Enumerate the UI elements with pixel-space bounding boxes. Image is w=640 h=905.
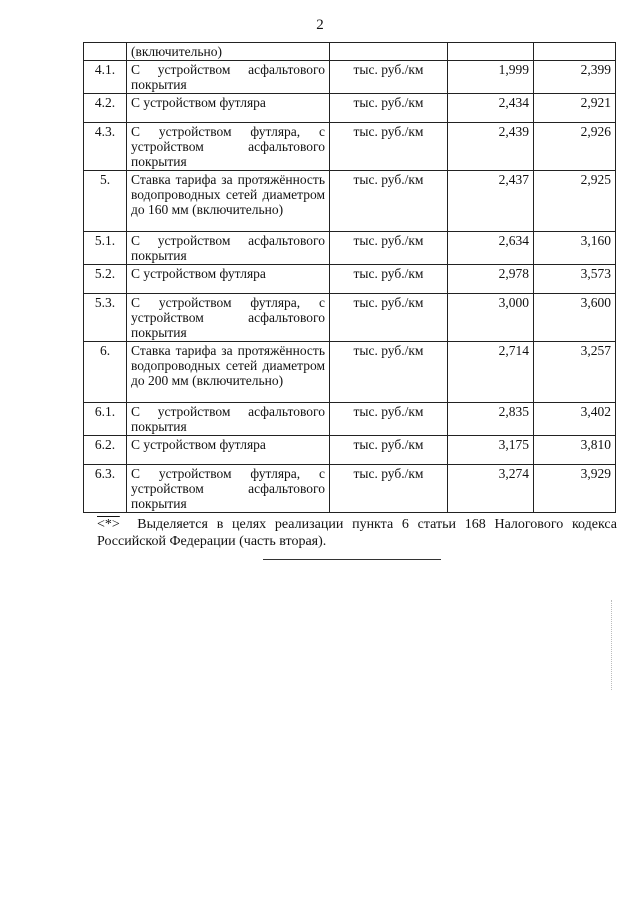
row-value-1: 3,274 <box>448 465 534 513</box>
row-unit: тыс. руб./км <box>330 94 448 123</box>
footnote-text <box>129 517 138 532</box>
row-value-2: 2,399 <box>534 61 616 94</box>
separator-line <box>263 559 441 560</box>
row-description: С устройством футляра <box>127 436 330 465</box>
row-number: 6.2. <box>84 436 127 465</box>
row-value-1: 2,978 <box>448 265 534 294</box>
row-value-1: 1,999 <box>448 61 534 94</box>
row-value-2: 2,925 <box>534 171 616 232</box>
tariff-table-container <box>83 42 616 513</box>
row-value-2: 3,600 <box>534 294 616 342</box>
table-row <box>84 294 616 342</box>
row-value-1: 3,000 <box>448 294 534 342</box>
table-row <box>84 403 616 436</box>
row-number: 5. <box>84 171 127 232</box>
row-value-1: 2,439 <box>448 123 534 171</box>
row-number: 6. <box>84 342 127 403</box>
row-unit: тыс. руб./км <box>330 61 448 94</box>
row-number: 5.2. <box>84 265 127 294</box>
row-unit <box>330 43 448 61</box>
row-value-2: 2,926 <box>534 123 616 171</box>
footnote-marker: <*> <box>97 517 120 532</box>
row-description: С устройством футляра, с устройством асфальтового покрытия <box>127 123 330 171</box>
row-value-2 <box>534 43 616 61</box>
table-row <box>84 171 616 232</box>
row-number <box>84 43 127 61</box>
tariff-table-body <box>84 43 616 513</box>
tariff-table <box>83 42 616 513</box>
row-value-2: 3,810 <box>534 436 616 465</box>
row-value-1: 2,714 <box>448 342 534 403</box>
table-row <box>84 43 616 61</box>
row-number: 4.2. <box>84 94 127 123</box>
table-row <box>84 465 616 513</box>
row-description: (включительно) <box>127 43 330 61</box>
table-row <box>84 94 616 123</box>
row-value-2: 3,402 <box>534 403 616 436</box>
row-value-1: 2,437 <box>448 171 534 232</box>
row-description: С устройством асфальтового покрытия <box>127 232 330 265</box>
page-number: 2 <box>316 17 324 33</box>
row-value-2: 3,573 <box>534 265 616 294</box>
row-unit: тыс. руб./км <box>330 265 448 294</box>
row-description: С устройством футляра, с устройством асфальтового покрытия <box>127 294 330 342</box>
row-value-2: 3,929 <box>534 465 616 513</box>
row-value-2: 3,160 <box>534 232 616 265</box>
table-row <box>84 61 616 94</box>
row-number: 4.1. <box>84 61 127 94</box>
row-description: С устройством асфальтового покрытия <box>127 403 330 436</box>
row-number: 6.1. <box>84 403 127 436</box>
margin-marks <box>611 600 613 690</box>
row-unit: тыс. руб./км <box>330 342 448 403</box>
table-row <box>84 265 616 294</box>
row-unit: тыс. руб./км <box>330 171 448 232</box>
footnote <box>97 516 617 550</box>
row-value-1: 2,835 <box>448 403 534 436</box>
table-row <box>84 123 616 171</box>
row-value-1: 2,434 <box>448 94 534 123</box>
row-unit: тыс. руб./км <box>330 465 448 513</box>
row-unit: тыс. руб./км <box>330 294 448 342</box>
row-unit: тыс. руб./км <box>330 436 448 465</box>
row-unit: тыс. руб./км <box>330 403 448 436</box>
row-number: 4.3. <box>84 123 127 171</box>
row-value-1: 2,634 <box>448 232 534 265</box>
row-description: С устройством асфальтового покрытия <box>127 61 330 94</box>
footnote-body: Выделяется в целях реализации пункта 6 статьи 168 Налогового кодекса Российской Федерации (часть вторая). <box>97 517 618 549</box>
row-unit: тыс. руб./км <box>330 232 448 265</box>
row-value-1 <box>448 43 534 61</box>
row-unit: тыс. руб./км <box>330 123 448 171</box>
row-description: С устройством футляра <box>127 94 330 123</box>
row-value-2: 2,921 <box>534 94 616 123</box>
table-row <box>84 232 616 265</box>
row-number: 5.3. <box>84 294 127 342</box>
row-description: С устройством футляра <box>127 265 330 294</box>
row-value-1: 3,175 <box>448 436 534 465</box>
row-number: 6.3. <box>84 465 127 513</box>
row-description: С устройством футляра, с устройством асфальтового покрытия <box>127 465 330 513</box>
row-description: Ставка тарифа за протяжённость водопроводных сетей диаметром до 200 мм (включительно) <box>127 342 330 403</box>
row-description: Ставка тарифа за протяжённость водопроводных сетей диаметром до 160 мм (включительно) <box>127 171 330 232</box>
row-value-2: 3,257 <box>534 342 616 403</box>
table-row <box>84 436 616 465</box>
row-number: 5.1. <box>84 232 127 265</box>
table-row <box>84 342 616 403</box>
